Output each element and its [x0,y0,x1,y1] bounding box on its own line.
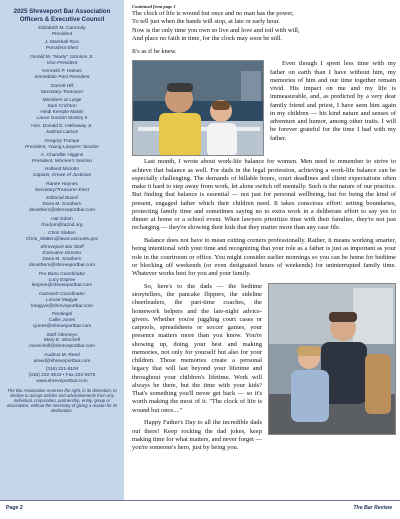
entry-name: Audrius M. Reed [44,352,80,358]
entry-name: Chris Slatten [48,231,76,236]
email-link[interactable]: dsouthern@shreveportbar.com [29,208,95,214]
entry-subheading: Executive Director [42,251,82,257]
entry-heading: Pro Bono Coordinator [38,271,86,277]
entry-heading: Paralegal [51,312,73,318]
officer-entry [6,182,118,194]
sidebar-title-line2: Officers & Executive Council [19,15,105,23]
entry-name: Elizabeth M. Carmody [38,26,86,31]
father-child-photo-image [133,61,264,156]
officer-entry [6,167,118,179]
entry-role: Vice-President [46,60,78,66]
entry-role: Immediate Past President [34,75,90,81]
entry-name: Heidi Kemple Martin [40,109,84,115]
entry-name: Gregory Trompe [44,138,80,144]
entry-name: Mary E. Winchell [44,338,80,344]
email-link[interactable]: lmagyar@shreveportbar.com [31,303,93,309]
entry-role: Judicial Liaison [45,130,79,136]
page-number: Page 2 [6,505,23,511]
officer-entry [6,333,118,351]
officer-entry [6,153,118,165]
entry-heading: Staff Attorneys [46,332,78,338]
officer-entry [6,84,118,96]
poem [132,10,396,43]
officer-entry [6,40,118,52]
poem-line: To tell just when the hands will stop, at late or early hour. [132,18,280,26]
article [132,4,396,498]
officer-entry [6,272,118,290]
publication-name: The Bar Review [353,505,392,511]
entry-name: Kenneth P. Haines [42,69,82,75]
paragraph-knew: It's as if he knew. [132,47,177,55]
entry-heading: Outreach Coordinator [38,291,86,297]
entry-name: Sam Crichton [47,103,77,109]
entry-name: Hal Odom [51,216,73,222]
sidebar-title [6,8,118,23]
father-child-photo [132,60,264,156]
officer-list [6,26,118,385]
paragraph-balance: Last month, I wrote about work-life balance for women. Men need to remember to strive to achieve that balance as well. For dads in the legal profession, achieving a work-life balance can be especially challenging. The demands of billable hours, court deadlines and client expectations often make it hard to step away from work, let alone switch off mentally. Such is the nature of our practice. But finding that balance is essential — not just for personal wellbeing, but for being the kind of present, engaged father which their children need. It takes conscious effort: setting boundaries, protecting family time and sometimes saying no to extra work in a deliberate effort to say yes to dinner at home or a school event. When lawyers prioritize time with their families, they're not just recharging — they're showing their kids that they matter more than any case file. [132,158,396,232]
email-link[interactable]: lespree@shreveportbar.com [31,283,93,289]
paragraph-smarter: Balance does not have to mean cutting corners professionally. Rather, it means working smarter, being intentional with your time and recognizing that your role as a father is just as important as your role in the courtroom or office. You might consider earlier mornings so you can be home for bedtime or blocking off weekends (or even designated hours of weekends) for uninterrupted family time. Whatever works best for you and your family. [132,237,396,277]
entry-name: Dana M. Southern [42,257,82,263]
entry-role: President-Elect [45,46,79,52]
entry-name: A. Chandler Higgins [40,153,84,159]
entry-heading: Members at Large [42,98,82,104]
entry-name: Ranee Haynes [46,181,78,187]
entry-name: Dana M. Southern [42,202,82,208]
officer-entry [6,26,118,38]
officer-entry [6,367,118,385]
entry-name: Lucy Espree [48,277,76,283]
paragraph-memories: Even though I spent less time with my father on earth than I have without him, my memories of him and our time together remain vivid. His impact on me and my life is immeasurable, and, as predicted by a very dear family friend and priest, I have seen him again in my children — his kind nature and senses of adventure and humor, among other traits. I will be forever grateful for the time I had with my father. [270,60,396,142]
entry-role: Captain, Krewe of Justinian [32,173,92,179]
officer-entry [6,139,118,151]
officer-entry [6,353,118,365]
poem-line: And place no faith in time, for the clock may soon be still. [132,34,283,42]
entry-name: Callie Jones [48,318,76,324]
entry-role: President, Young Lawyers' Section [25,144,99,150]
entry-name: (318) 222-3643 • Fax 222-9272 [28,373,96,379]
email-link[interactable]: areed@shreveportbar.com [33,358,91,364]
page-footer [0,500,400,519]
sidebar-title-line1: 2025 Shreveport Bar Association [13,8,111,15]
email-link[interactable]: dsouthern@shreveportbar.com [29,263,95,269]
entry-role: Secretary/Treasurer-Elect [34,187,90,193]
entry-name: Garrett Hill [50,83,74,89]
email-link[interactable]: rhodom@la2nd.org [41,222,83,228]
family-photo-image [269,284,396,435]
officer-entry [6,292,118,310]
sidebar [0,0,124,500]
entry-name: Lance Gordon Mosley II [36,115,88,121]
officer-entry [6,196,118,214]
email-link[interactable]: Chris_Slatten@lawd.uscourts.gov [25,236,99,242]
officer-entry [6,124,118,136]
entry-heading: Editorial Board [46,196,78,202]
email-link[interactable]: mwinchell@shreveportbar.com [29,344,95,350]
sidebar-disclaimer: The Bar Association reserves the right, in its discretion, to decline to accept articles and advertisements from any individual, corporation, partnership, entity, group or association, without the necessity of giving a reason for its declination. [6,387,118,414]
entry-name: Holland Miciotto [44,167,80,173]
entry-name: Hon. Donald E. Hathaway Jr. [31,124,93,130]
family-photo [268,283,396,435]
email-link[interactable]: cjones@shreveportbar.com [32,324,92,330]
entry-name: Gerald M. "Marty" Johnson Jr. [30,54,94,60]
officer-entry [6,98,118,122]
officer-entry [6,312,118,330]
paragraph-dads: So, here's to the dads — the bedtime storytellers, the pancake flippers, the sideline cheerleaders, the part-time coaches, the homework helpers and the late-night advice-givers. Whether you're juggling court cases or carpools, spreadsheets or soccer games, your presence matters more than you know. You're showing up, doing your best and making memories, not only for yourself but also for your children. Those memories create a personal legacy that will last beyond your lifetime and throughout your children's lifetime. Work will always be there, but the time with your kids? That's something you'll never get back — so it's worth making the most of it. "The clock of life is wound but once...." [132,282,262,414]
entry-name: Linnae Magyar [46,297,78,303]
officer-entry [6,217,118,229]
entry-heading: Shreveport Bar Staff [40,245,84,251]
entry-name[interactable]: www.shreveportbar.com [36,379,88,385]
officer-entry [6,55,118,67]
entry-name: J. Marshall Rice [44,40,80,46]
entry-role: President, Women's Section [31,158,93,164]
officer-entry [6,69,118,81]
entry-role: Secretary-Treasurer [40,89,84,95]
officer-entry [6,245,118,269]
officer-entry [6,231,118,243]
poem-line: The clock of life is wound but once and no man has the power, [132,10,294,17]
poem-line: Now is the only time you own so live and love and toil with will, [132,26,300,34]
entry-name: (318) 221-8104 [45,367,79,373]
continued-note: Continued from page 1 [132,4,176,9]
paragraph-happy-fathers-day: Happy Father's Day to all the incredible dads out there! Keep rocking the dad jokes, keep making time for what matters, and never forget — you're someone's hero, just by being you. [132,419,262,451]
entry-role: President [51,31,73,37]
